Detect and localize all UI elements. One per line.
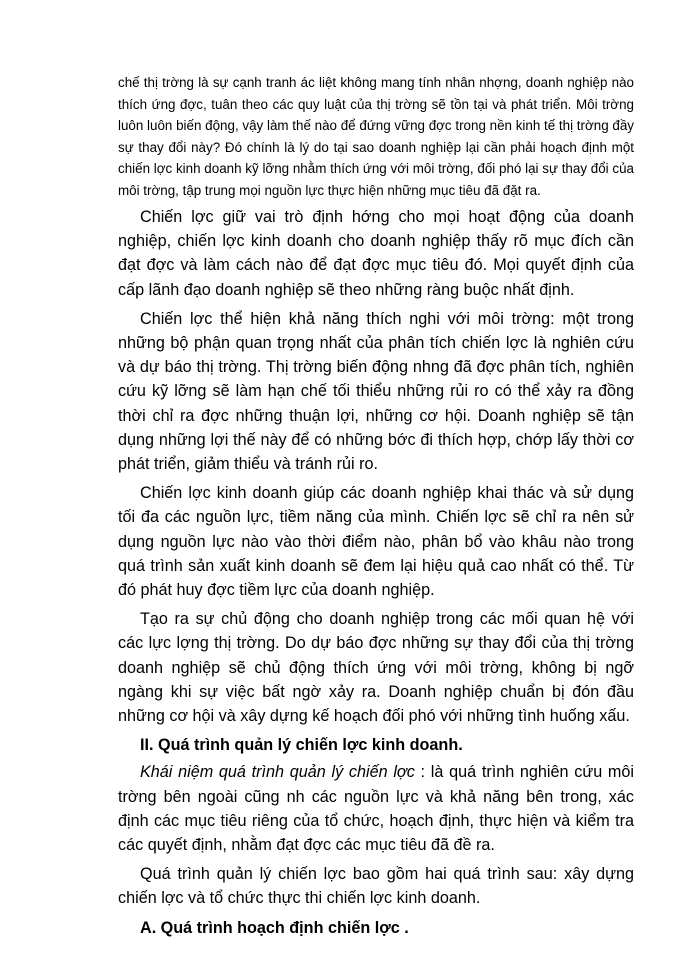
subsection-heading: A. Quá trình hoạch định chiến lợc .	[140, 918, 409, 937]
definition-paragraph	[118, 760, 634, 857]
paragraph-strategy-orientation: Chiến lợc giữ vai trò định hớng cho mọi hoạt động của doanh nghiệp, chiến lợc kinh doanh cho doanh nghiệp thấy rõ mục đích cần đạt đợc và làm cách nào để đạt đợc mục tiêu đó. Mọi quyết định của cấp lãnh đạo doanh nghiệp sẽ theo những ràng buộc nhất định.	[118, 208, 634, 299]
section-heading: II. Quá trình quản lý chiến lợc kinh doanh.	[140, 736, 463, 755]
definition-text: : là quá trình nghiên cứu môi trờng bên ngoài cũng nh các nguồn lực và khả năng bên trong, xác định các mục tiêu riêng của tổ chức, hoạch định, thực hiện và kiểm tra các quyết định, nhằm đạt đợc các mục tiêu đã đề ra.	[118, 763, 634, 855]
process-paragraph: Quá trình quản lý chiến lợc bao gồm hai quá trình sau: xây dựng chiến lợc và tổ chức thực thi chiến lợc kinh doanh.	[118, 865, 634, 908]
paragraph-strategy-resources: Chiến lợc kinh doanh giúp các doanh nghiệp khai thác và sử dụng tối đa các nguồn lực, tiềm năng của mình. Chiến lợc sẽ chỉ ra nên sử dụng nguồn lực nào vào thời điểm nào, phân bổ vào khâu nào trong quá trình sản xuất kinh doanh sẽ đem lại hiệu quả cao nhất có thể. Từ đó phát huy đợc tiềm lực của doanh nghiệp.	[118, 484, 634, 600]
paragraph-strategy-adaptation: Chiến lợc thể hiện khả năng thích nghi với môi trờng: một trong những bộ phận quan trọng nhất của phân tích chiến lợc là nghiên cứu và dự báo thị trờng. Thị trờng biến động nhng đã đợc phân tích, nghiên cứu kỹ lỡng sẽ làm hạn chế tối thiểu những rủi ro có thể xảy ra đồng thời chỉ ra đợc những thuận lợi, những cơ hội. Doanh nghiệp sẽ tận dụng những lợi thế này để có những bớc đi thích hợp, chớp lấy thời cơ phát triển, giảm thiểu và tránh rủi ro.	[118, 309, 634, 474]
paragraph-strategy-initiative: Tạo ra sự chủ động cho doanh nghiệp trong các mối quan hệ với các lực lợng thị trờng. Do dự báo đợc những sự thay đổi của thị trờng doanh nghiệp sẽ chủ động thích ứng với môi trờng, không bị ngỡ ngàng khi sự việc bất ngờ xảy ra. Doanh nghiệp chuẩn bị đón đầu những cơ hội và xây dựng kế hoạch đối phó với những tình huống xấu.	[118, 610, 634, 726]
definition-term: Khái niệm quá trình quản lý chiến lợc	[140, 763, 415, 782]
document-page	[118, 72, 634, 943]
intro-paragraph: chế thị trờng là sự cạnh tranh ác liệt không mang tính nhân nhợng, doanh nghiệp nào thích ứng đợc, tuân theo các quy luật của thị trờng sẽ tồn tại và phát triển. Môi trờng luôn luôn biến động, vậy làm thế nào để đứng vững đợc trong nền kinh tế thị trờng đầy sự thay đổi này? Đó chính là lý do tại sao doanh nghiệp lại cần phải hoạch định một chiến lợc kinh doanh kỹ lỡng nhằm thích ứng với môi trờng, đối phó lại sự thay đổi của môi trờng, tập trung mọi nguồn lực thực hiện những mục tiêu đã đặt ra.	[118, 75, 634, 198]
